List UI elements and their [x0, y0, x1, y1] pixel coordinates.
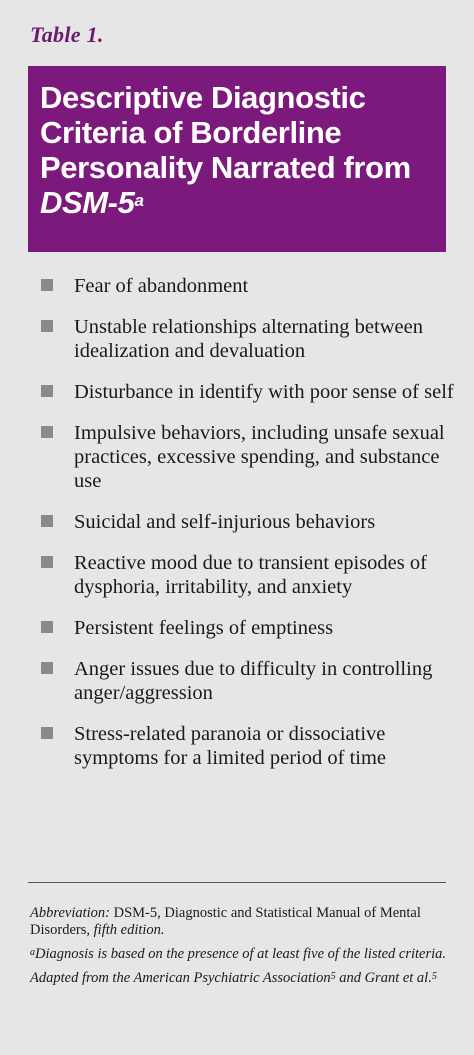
- footnote-abbreviation: [30, 905, 450, 939]
- square-bullet-icon: [41, 662, 53, 674]
- criteria-item: [40, 657, 460, 705]
- square-bullet-icon: [41, 320, 53, 332]
- table-label: Table 1.: [30, 22, 104, 47]
- title-superscript: a: [134, 191, 144, 210]
- square-bullet-icon: [41, 385, 53, 397]
- footnote-a: [30, 946, 450, 963]
- criteria-item: [40, 551, 460, 599]
- title-main-text: Descriptive Diagnostic Criteria of Borderline Personality Narrated from: [40, 80, 411, 185]
- abbreviation-label: Abbreviation:: [30, 905, 110, 921]
- square-bullet-icon: [41, 556, 53, 568]
- adapted-ref-2: 5: [431, 971, 437, 982]
- title-italic-text: DSM-5: [40, 185, 135, 220]
- criteria-item: [40, 722, 460, 770]
- criteria-text: Impulsive behaviors, including unsafe sexual practices, excessive spending, and substance use: [74, 422, 445, 492]
- square-bullet-icon: [41, 621, 53, 633]
- criteria-text: Unstable relationships alternating between idealization and devaluation: [74, 316, 423, 362]
- criteria-item: [40, 616, 460, 640]
- abbreviation-text: DSM-5, Diagnostic and Statistical Manual of Mental Disorders,: [30, 905, 421, 938]
- criteria-text: Disturbance in identify with poor sense of self: [74, 381, 454, 403]
- adapted-text-2: and Grant et al.: [335, 970, 432, 986]
- criteria-text: Stress-related paranoia or dissociative symptoms for a limited period of time: [74, 723, 387, 769]
- abbreviation-edition: fifth edition.: [93, 922, 165, 938]
- footnote-a-text: Diagnosis is based on the presence of at least five of the listed criteria.: [35, 946, 447, 962]
- criteria-item: [40, 274, 460, 298]
- adapted-text-1: Adapted from the American Psychiatric Association: [30, 970, 331, 986]
- square-bullet-icon: [41, 426, 53, 438]
- divider: [28, 882, 446, 883]
- criteria-text: Reactive mood due to transient episodes of dysphoria, irritability, and anxiety: [74, 552, 427, 598]
- adapted-ref-1: 5: [330, 971, 336, 982]
- criteria-list: [40, 274, 460, 787]
- criteria-item: [40, 315, 460, 363]
- square-bullet-icon: [41, 727, 53, 739]
- criteria-text: Suicidal and self-injurious behaviors: [74, 511, 376, 533]
- criteria-text: Persistent feelings of emptiness: [74, 617, 334, 639]
- footnote-adapted: [30, 970, 450, 987]
- square-bullet-icon: [41, 279, 53, 291]
- criteria-item: [40, 421, 460, 493]
- criteria-item: [40, 510, 460, 534]
- footnotes: [30, 905, 450, 994]
- criteria-item: [40, 380, 460, 404]
- table-title: [40, 80, 434, 220]
- footnote-marker: a: [30, 947, 35, 958]
- criteria-text: Anger issues due to difficulty in controlling anger/aggression: [74, 658, 433, 704]
- criteria-text: Fear of abandonment: [74, 275, 249, 297]
- square-bullet-icon: [41, 515, 53, 527]
- title-banner: [28, 66, 446, 252]
